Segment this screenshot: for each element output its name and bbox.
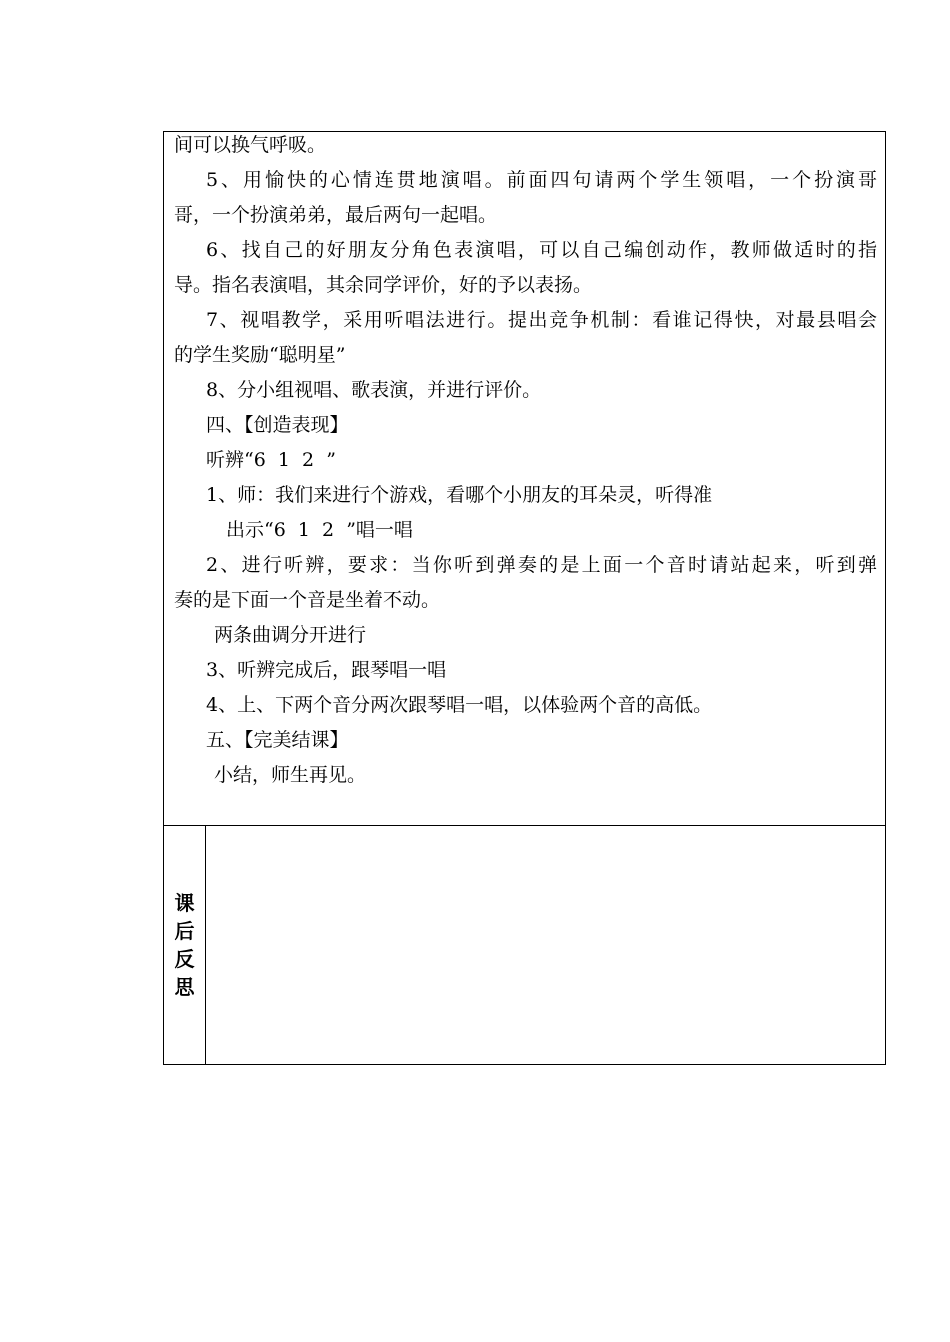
text-line: 导。指名表演唱，其余同学评价，好的予以表扬。 <box>174 274 593 296</box>
section-heading: 五、【完美结课】 <box>206 729 349 751</box>
text-line: 7、视唱教学，采用听唱法进行。提出竞争机制：看谁记得快，对最县唱会 <box>206 309 877 331</box>
reflection-row <box>164 826 885 1064</box>
text-line: 的学生奖励“聪明星” <box>174 344 346 366</box>
text-line: 6、找自己的好朋友分角色表演唱，可以自己编创动作，教师做适时的指 <box>206 239 877 261</box>
section-heading: 四、【创造表现】 <box>206 414 349 436</box>
reflection-body-cell[interactable] <box>206 826 885 1064</box>
lesson-content-cell <box>164 132 885 826</box>
text-line: 两条曲调分开进行 <box>214 624 367 646</box>
text-line: 8、分小组视唱、歌表演，并进行评价。 <box>206 379 542 401</box>
reflection-label-cell <box>164 826 206 1064</box>
text-line: 4、上、下两个音分两次跟琴唱一唱，以体验两个音的高低。 <box>206 694 713 716</box>
text-line: 1、师：我们来进行个游戏，看哪个小朋友的耳朵灵，听得准 <box>206 484 713 506</box>
text-line: 3、听辨完成后，跟琴唱一唱 <box>206 659 447 681</box>
text-line: 奏的是下面一个音是坐着不动。 <box>174 589 441 611</box>
text-line: 2、进行听辨，要求：当你听到弹奏的是上面一个音时请站起来，听到弹 <box>206 554 877 576</box>
lesson-plan-table <box>163 131 886 1065</box>
text-line: 听辨“6 1 2 ” <box>206 449 336 471</box>
reflection-label: 课后反思 <box>174 891 195 999</box>
text-line: 出示“6 1 2 ”唱一唱 <box>226 519 413 541</box>
text-line: 间可以换气呼吸。 <box>174 134 327 156</box>
text-line: 5、用愉快的心情连贯地演唱。前面四句请两个学生领唱，一个扮演哥 <box>206 169 877 191</box>
text-line: 哥，一个扮演弟弟，最后两句一起唱。 <box>174 204 498 226</box>
text-line: 小结，师生再见。 <box>214 764 367 786</box>
